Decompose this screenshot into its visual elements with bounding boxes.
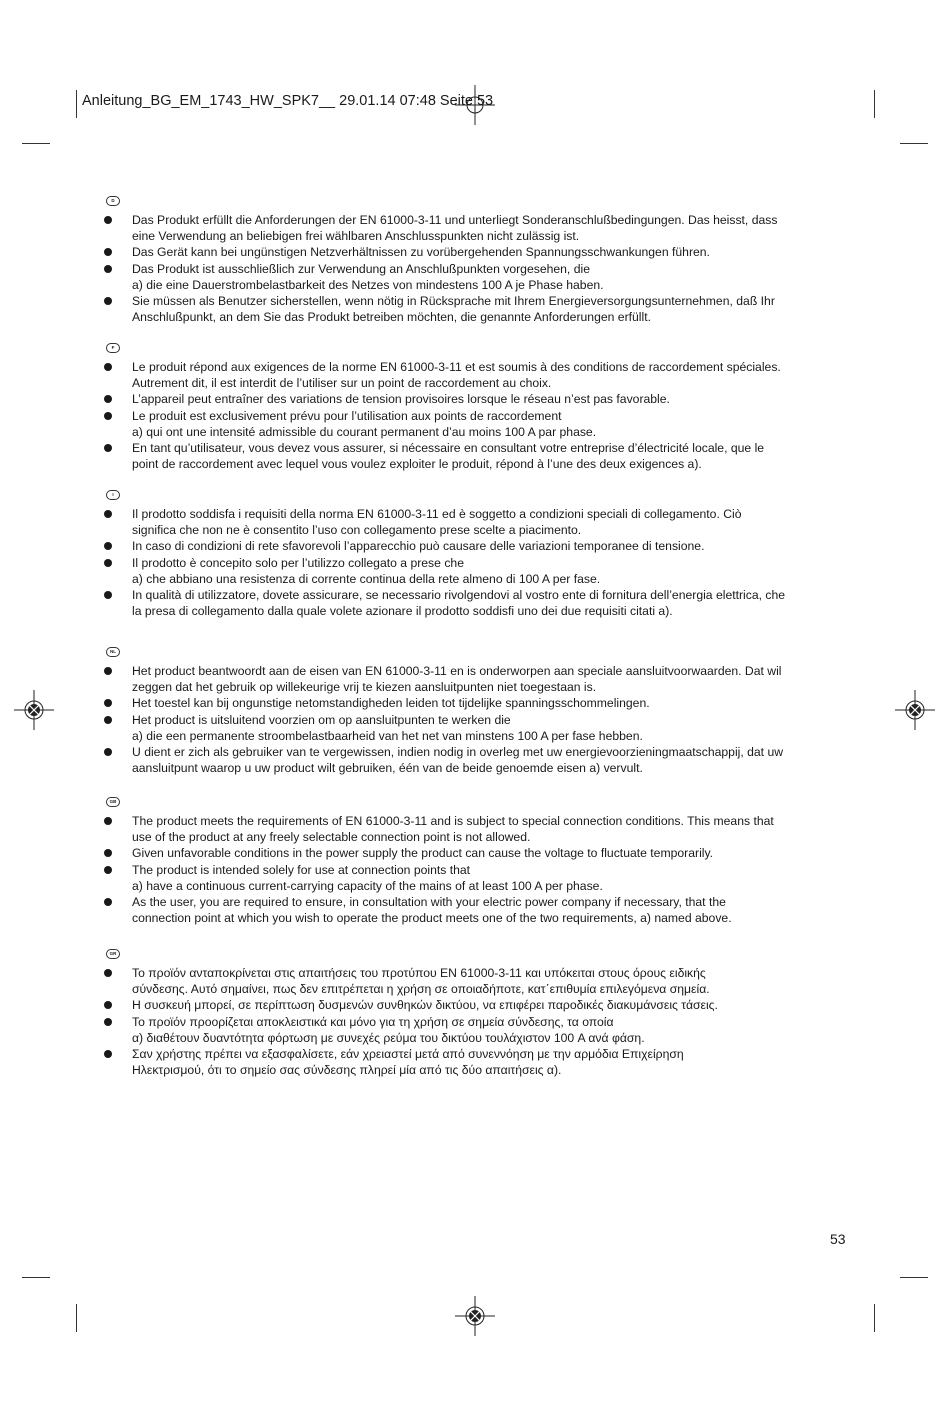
list-item-line: Das Gerät kann bei ungünstigen Netzverhältnissen zu vorübergehenden Spannungsschwankungen führen. — [132, 245, 710, 260]
list-item-line: Het product beantwoordt aan de eisen van EN 61000-3-11 en is onderworpen aan speciale aansluitvoorwaarden. Dat wil — [132, 664, 782, 678]
bullet-icon — [104, 817, 112, 825]
bullet-icon — [104, 849, 112, 857]
list-item — [104, 506, 864, 538]
list-item — [104, 587, 864, 619]
list-item-line: Das Produkt ist ausschließlich zur Verwendung an Anschlußpunkten vorgesehen, die — [132, 261, 590, 276]
language-section-d — [104, 196, 864, 325]
list-item-line: Il prodotto è concepito solo per l’utilizzo collegato a prese che — [132, 555, 464, 570]
bullet-icon — [104, 1018, 112, 1026]
list-item — [104, 212, 864, 244]
list-item-line: Το προϊόν προορίζεται αποκλειστικά και μόνο για τη χρήση σε σημεία σύνδεσης, τα οποία — [132, 1014, 614, 1029]
list-item — [104, 894, 864, 926]
crop-mark-top-right-horizontal — [900, 143, 928, 144]
list-item-line: a) che abbiano una resistenza di corrente continua della rete almeno di 100 A per fase. — [132, 571, 601, 586]
list-item-line: The product is intended solely for use at connection points that — [132, 862, 471, 877]
language-badge-icon: GR — [106, 949, 120, 959]
bullet-icon — [104, 444, 112, 452]
list-item-line: α) διαθέτουν δυαντότητα φόρτωση με συνεχές ρεύμα του δικτύου τουλάχιστον 100 A ανά φάση. — [132, 1030, 645, 1045]
language-badge-icon: I — [106, 490, 120, 500]
crop-mark-bottom-left-horizontal — [22, 1277, 50, 1278]
bullet-icon — [104, 510, 112, 518]
bullet-icon — [104, 667, 112, 675]
list-item — [104, 997, 864, 1013]
bullet-icon — [104, 216, 112, 224]
bullet-icon — [104, 412, 112, 420]
list-item-line: The product meets the requirements of EN 61000-3-11 and is subject to special connection conditions. This means that — [132, 814, 774, 828]
bullet-icon — [104, 1001, 112, 1009]
list-item-line: point de raccordement avec lequel vous voulez exploiter le produit, répond à l’une des deux exigences a). — [132, 457, 702, 472]
list-item-line: significa che non ne è consentito l’uso con collegamento prese scelte a piacimento. — [132, 523, 582, 538]
bullet-icon — [104, 265, 112, 273]
list-item-line: Het toestel kan bij ongunstige netomstandigheden leiden tot tijdelijke spanningsschommelingen. — [132, 696, 650, 711]
list-item-line: En tant qu’utilisateur, vous devez vous assurer, si nécessaire en consultant votre entreprise d’électricité locale, que le — [132, 441, 765, 456]
list-item-line: Le produit répond aux exigences de la norme EN 61000-3-11 et est soumis à des conditions de raccordement spéciales. — [132, 360, 781, 374]
list-item-line: la presa di collegamento dalla quale volete azionare il prodotto soddisfi uno dei due requisiti citati a). — [132, 604, 673, 619]
list-item-line: As the user, you are required to ensure, in consultation with your electric power company if necessary, that the — [132, 895, 726, 910]
bullet-icon — [104, 898, 112, 906]
bullet-icon — [104, 395, 112, 403]
list-item-line: zeggen dat het gebruik op willekeurige vrij te kiezen aansluitpunten niet toegestaan is. — [132, 680, 597, 695]
list-item-line: L’appareil peut entraîner des variations de tension provisoires lorsque le réseau n’est pas favorable. — [132, 392, 670, 407]
bullet-icon — [104, 748, 112, 756]
language-section-f — [104, 343, 864, 472]
list-item-line: a) die een permanente stroombelastbaarheid van het net van minstens 100 A per fase hebben. — [132, 728, 643, 743]
list-item-line: aansluitpunt waarop u uw product wilt gebruiken, één van de beide genoemde eisen a) vervult. — [132, 761, 643, 776]
list-item — [104, 695, 864, 711]
crop-mark-top-left-vertical — [76, 90, 77, 118]
list-item — [104, 244, 864, 260]
list-item-line: connection point at which you wish to operate the product meets one of the two requirements, a) named above. — [132, 911, 732, 926]
list-item-line: Σαν χρήστης πρέπει να εξασφαλίσετε, εάν χρειαστεί μετά από συνεννόηση με την αρμόδια Επιχείρηση — [132, 1047, 684, 1062]
list-item-line: σύνδεσης. Αυτό σημαίνει, πως δεν επιτρέπεται η χρήση σε οποιαδήποτε, κατ΄επιθυμία επιλεγόμενα σημεία. — [132, 982, 710, 997]
crop-mark-bottom-right-horizontal — [900, 1277, 928, 1278]
page-number: 53 — [830, 1231, 846, 1247]
print-slug-header: Anleitung_BG_EM_1743_HW_SPK7__ 29.01.14 07:48 Seite 53 — [82, 93, 494, 109]
list-item — [104, 965, 864, 997]
bullet-icon — [104, 248, 112, 256]
language-section-gr — [104, 949, 864, 1078]
list-item — [104, 1014, 864, 1046]
list-item — [104, 293, 864, 325]
list-item-line: In qualità di utilizzatore, dovete assicurare, se necessario rivolgendovi al vostro ente di fornitura dell’energia elettrica, che — [132, 588, 786, 603]
list-item-line: a) have a continuous current-carrying capacity of the mains of at least 100 A per phase. — [132, 878, 603, 893]
bullet-icon — [104, 559, 112, 567]
crop-mark-bottom-left-vertical — [76, 1304, 77, 1332]
crop-mark-top-right-vertical — [874, 90, 875, 118]
bullet-icon — [104, 363, 112, 371]
language-badge-icon: F — [106, 343, 120, 353]
list-item-line: Anschlußpunkt, an dem Sie das Produkt betreiben möchten, die genannte Anforderungen erfüllt. — [132, 310, 651, 325]
list-item-line: In caso di condizioni di rete sfavorevoli l’apparecchio può causare delle variazioni temporanee di tensione. — [132, 539, 705, 554]
language-section-i — [104, 490, 864, 619]
list-item — [104, 845, 864, 861]
list-item-line: Het product is uitsluitend voorzien om op aansluitpunten te werken die — [132, 712, 511, 727]
list-item-line: Sie müssen als Benutzer sicherstellen, wenn nötig in Rücksprache mit Ihrem Energieversorgungsunternehmen, daß Ihr — [132, 294, 775, 309]
bullet-icon — [104, 542, 112, 550]
bullet-icon — [104, 716, 112, 724]
registration-mark-right-icon — [895, 690, 935, 730]
list-item — [104, 391, 864, 407]
language-section-gb — [104, 797, 864, 926]
list-item — [104, 1046, 864, 1078]
language-section-nl — [104, 647, 864, 776]
list-item — [104, 440, 864, 472]
list-item — [104, 261, 864, 293]
list-item — [104, 663, 864, 695]
list-item-line: Ηλεκτρισμού, ότι το σημείο σας σύνδεσης πληρεί μία από τις δύο απαιτήσεις α). — [132, 1063, 562, 1078]
bullet-icon — [104, 1050, 112, 1058]
registration-mark-bottom-icon — [455, 1296, 495, 1336]
list-item-line: eine Verwendung an beliebigen frei wählbaren Anschlusspunkten nicht zulässig ist. — [132, 229, 580, 244]
crop-mark-top-left-horizontal — [22, 143, 50, 144]
list-item-line: Autrement dit, il est interdit de l’utiliser sur un point de raccordement au choix. — [132, 376, 552, 391]
list-item — [104, 555, 864, 587]
list-item — [104, 408, 864, 440]
list-item-line: Το προϊόν ανταποκρίνεται στις απαιτήσεις του προτύπου EN 61000-3-11 και υπόκειται στους όρους ειδικής — [132, 966, 706, 980]
list-item — [104, 813, 864, 845]
list-item-line: use of the product at any freely selectable connection point is not allowed. — [132, 830, 531, 845]
list-item-line: Das Produkt erfüllt die Anforderungen der EN 61000-3-11 und unterliegt Sonderanschlußbedingungen. Das heisst, dass — [132, 213, 778, 227]
language-badge-icon: NL — [106, 647, 120, 657]
bullet-icon — [104, 297, 112, 305]
bullet-icon — [104, 866, 112, 874]
list-item-line: U dient er zich als gebruiker van te vergewissen, indien nodig in overleg met uw energievoorzieningmaatschappij, dat uw — [132, 745, 784, 760]
registration-mark-left-icon — [14, 690, 54, 730]
list-item — [104, 359, 864, 391]
list-item-line: a) qui ont une intensité admissible du courant permanent d’au moins 100 A par phase. — [132, 424, 597, 439]
bullet-icon — [104, 969, 112, 977]
list-item — [104, 712, 864, 744]
language-badge-icon: D — [106, 196, 120, 206]
list-item-line: Given unfavorable conditions in the power supply the product can cause the voltage to fluctuate temporarily. — [132, 846, 714, 861]
crop-mark-bottom-right-vertical — [874, 1304, 875, 1332]
bullet-icon — [104, 699, 112, 707]
list-item-line: Η συσκευή μπορεί, σε περίπτωση δυσμενών συνθηκών δικτύου, να επιφέρει παροδικές διακυμάνσεις τάσεις. — [132, 998, 718, 1013]
language-badge-icon: GB — [106, 797, 120, 807]
list-item — [104, 538, 864, 554]
list-item-line: Le produit est exclusivement prévu pour l’utilisation aux points de raccordement — [132, 408, 562, 423]
list-item-line: a) die eine Dauerstrombelastbarkeit des Netzes von mindestens 100 A je Phase haben. — [132, 277, 604, 292]
list-item — [104, 862, 864, 894]
list-item — [104, 744, 864, 776]
bullet-icon — [104, 591, 112, 599]
list-item-line: Il prodotto soddisfa i requisiti della norma EN 61000-3-11 ed è soggetto a condizioni speciali di collegamento. Ciò — [132, 507, 742, 521]
